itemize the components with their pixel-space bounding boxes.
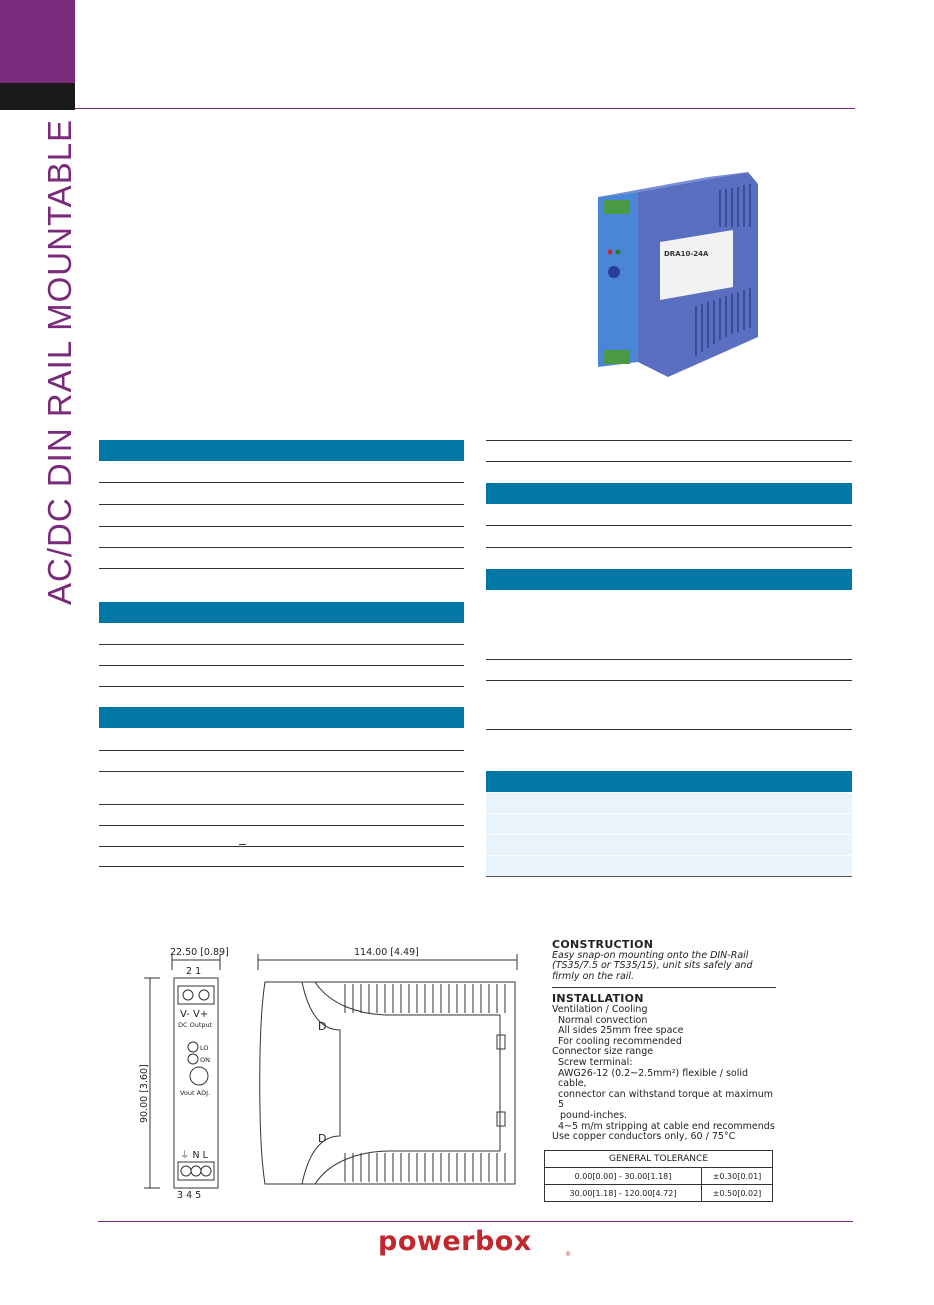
table-row: [545, 1185, 773, 1202]
table-row: [486, 680, 852, 681]
construction-line: (TS35/7.5 or TS35/15), unit sits safely and: [552, 960, 753, 972]
ventilation-line: Normal convection: [558, 1014, 648, 1026]
table-header: [486, 569, 852, 590]
ventilation-line: All sides 25mm free space: [558, 1025, 684, 1037]
table-header: [99, 440, 464, 461]
installation-title: INSTALLATION: [552, 992, 644, 1006]
width-dimension: 22.50 [0.89]: [170, 947, 229, 958]
output-polarity-label: V- V+: [180, 1009, 209, 1020]
table-row: [486, 813, 852, 834]
tolerance-range: 30.00[1.18] - 120.00[4.72]: [545, 1185, 702, 1202]
underscore-mark: [239, 844, 246, 845]
table-row: [486, 876, 852, 877]
construction-line: Easy snap-on mounting onto the DIN-Rail: [552, 949, 749, 961]
top-pin-numbers: 2 1: [186, 966, 202, 977]
table-row: [486, 729, 852, 730]
screw-terminal-line: AWG26-12 (0.2~2.5mm²) flexible / solid cable,: [558, 1067, 749, 1090]
general-tolerance-table: [544, 1150, 773, 1202]
table-row: [486, 547, 852, 548]
tolerance-title: GENERAL TOLERANCE: [545, 1151, 773, 1168]
led-lo-label: LO: [200, 1044, 209, 1052]
mark-d-bottom: D: [318, 1132, 327, 1145]
construction-line: firmly on the rail.: [552, 970, 635, 982]
table-row: [486, 855, 852, 876]
table-row: [99, 482, 464, 483]
table-row: [486, 834, 852, 855]
table-row: [99, 825, 464, 826]
mechanical-drawing: [130, 940, 530, 1200]
connector-heading: Connector size range: [552, 1046, 654, 1058]
powerbox-logo[interactable]: powerbox: [378, 1226, 532, 1257]
table-header: [99, 602, 464, 623]
table-row: [99, 526, 464, 527]
notes-divider: [552, 987, 776, 988]
tolerance-value: ±0.30[0.01]: [702, 1168, 773, 1185]
ventilation-heading: Ventilation / Cooling: [552, 1003, 648, 1015]
table-row: [99, 866, 464, 867]
product-photo: [598, 172, 768, 377]
table-row: [99, 665, 464, 666]
product-label: DRA10-24A: [664, 250, 709, 258]
table-header: [486, 771, 852, 792]
table-row: [99, 771, 464, 772]
ventilation-line: For cooling recommended: [558, 1035, 682, 1047]
table-row: [99, 686, 464, 687]
bottom-pin-numbers: 3 4 5: [177, 1190, 202, 1200]
table-row: [99, 750, 464, 751]
led-on-label: ON: [200, 1056, 210, 1064]
table-row: [99, 547, 464, 548]
table-row: [99, 568, 464, 569]
construction-title: CONSTRUCTION: [552, 938, 654, 951]
screw-terminal-line: 4~5 m/m stripping at cable end recommends: [558, 1120, 775, 1132]
corner-tab-black: [0, 83, 75, 110]
screw-terminal-line: connector can withstand torque at maximum 5: [558, 1088, 774, 1111]
bottom-terminal-labels: ⏚ N L: [180, 1150, 208, 1161]
mark-d-top: D: [318, 1020, 327, 1033]
height-dimension: 90.00 [3.60]: [139, 1064, 150, 1123]
length-dimension: 114.00 [4.49]: [354, 947, 419, 958]
table-header: [99, 707, 464, 728]
table-row: [486, 525, 852, 526]
corner-tab-purple: [0, 0, 75, 83]
registered-mark: ®: [566, 1252, 571, 1258]
table-row: [99, 644, 464, 645]
side-title: AC/DC DIN RAIL MOUNTABLE: [41, 118, 78, 605]
table-row: [486, 792, 852, 813]
table-row: [486, 440, 852, 441]
table-row: [486, 659, 852, 660]
dc-output-label: DC Output: [178, 1021, 213, 1029]
tolerance-range: 0.00[0.00] - 30.00[1.18]: [545, 1168, 702, 1185]
screw-terminal-line: pound-inches.: [560, 1109, 628, 1121]
table-row: [545, 1168, 773, 1185]
header-rule: [75, 108, 855, 109]
table-row: [99, 804, 464, 805]
footer-rule: [98, 1221, 853, 1222]
tolerance-value: ±0.50[0.02]: [702, 1185, 773, 1202]
vout-adj-label: Vout ADJ.: [180, 1089, 211, 1097]
table-row: [99, 504, 464, 505]
installation-notes: [552, 940, 776, 1143]
table-header: [486, 483, 852, 504]
copper-note: Use copper conductors only, 60 / 75°C: [552, 1131, 736, 1143]
table-row: [486, 461, 852, 462]
screw-terminal-heading: Screw terminal:: [558, 1056, 633, 1068]
table-row: [99, 846, 464, 847]
